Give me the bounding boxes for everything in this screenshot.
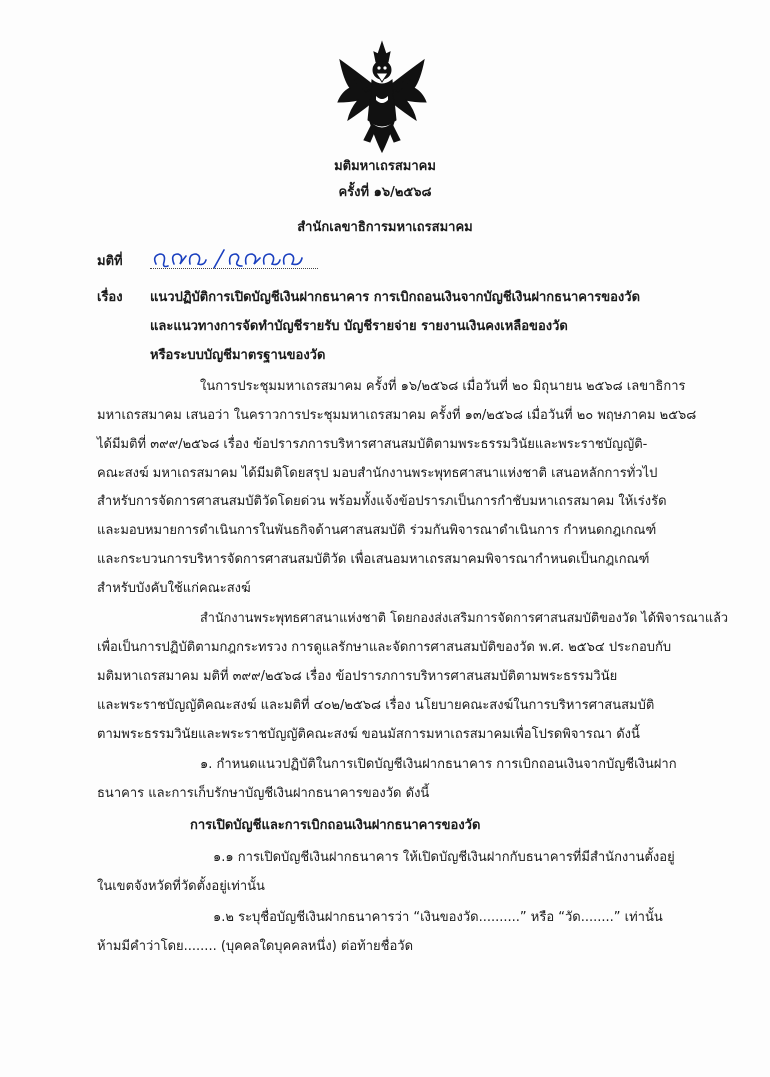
subject-line-3: หรือระบบบัญชีมาตรฐานของวัด <box>150 348 326 363</box>
office-title: สำนักเลขาธิการมหาเถรสมาคม <box>297 220 473 235</box>
item1-line: ๑. กำหนดแนวปฏิบัติในการเปิดบัญชีเงินฝากธนาคาร การเบิกถอนเงินจากบัญชีเงินฝาก <box>200 757 677 772</box>
subject-label: เรื่อง <box>97 290 123 305</box>
para1-line: สำหรับการจัดการศาสนสมบัติวัดโดยด่วน พร้อมทั้งแจ้งข้อปรารภเป็นการกำชับมหาเถรสมาคม ให้เร่งรัด <box>97 494 667 509</box>
item1-line: ธนาคาร และการเก็บรักษาบัญชีเงินฝากธนาคารของวัด ดังนี้ <box>97 786 430 801</box>
item1-2-line: ๑.๒ ระบุชื่อบัญชีเงินฝากธนาคารว่า “เงินของวัด..........” หรือ “วัด........” เท่านั้น <box>213 910 663 925</box>
session-title: ครั้งที่ ๑๖/๒๕๖๘ <box>338 185 432 200</box>
para1-line: ในการประชุมมหาเถรสมาคม ครั้งที่ ๑๖/๒๕๖๘ เมื่อวันที่ ๒๐ มิถุนายน ๒๕๖๘ เลขาธิการ <box>200 379 686 394</box>
para1-line: คณะสงฆ์ มหาเถรสมาคม ได้มีมติโดยสรุป มอบสำนักงานพระพุทธศาสนาแห่งชาติ เสนอหลักการทั่วไป <box>97 466 658 481</box>
resolution-underline <box>150 268 318 269</box>
subject-line-1: แนวปฏิบัติการเปิดบัญชีเงินฝากธนาคาร การเบิกถอนเงินจากบัญชีเงินฝากธนาคารของวัด <box>150 290 641 305</box>
para2-line: มติมหาเถรสมาคม มติที่ ๓๙๙/๒๕๖๘ เรื่อง ข้อปรารภการบริหารศาสนสมบัติตามพระธรรมวินัย <box>97 669 618 684</box>
para1-line: สำหรับบังคับใช้แก่คณะสงฆ์ <box>97 581 251 596</box>
para1-line: และกระบวนการบริหารจัดการศาสนสมบัติวัด เพื่อเสนอมหาเถรสมาคมพิจารณากำหนดเป็นกฎเกณฑ์ <box>97 552 650 567</box>
resolution-label: มติที่ <box>97 254 123 269</box>
para1-line: มหาเถรสมาคม เสนอว่า ในคราวการประชุมมหาเถรสมาคม ครั้งที่ ๑๓/๒๕๖๘ เมื่อวันที่ ๒๐ พฤษภาคม ๒๕๖๘ <box>97 408 697 423</box>
para2-line: และพระราชบัญญัติคณะสงฆ์ และมติที่ ๔๐๒/๒๕๖๘ เรื่อง นโยบายคณะสงฆ์ในการบริหารศาสนสมบัติ <box>97 698 655 713</box>
para1-line: ได้มีมติที่ ๓๙๙/๒๕๖๘ เรื่อง ข้อปรารภการบริหารศาสนสมบัติตามพระธรรมวินัยและพระราชบัญญัติ- <box>97 437 648 452</box>
org-title: มติมหาเถรสมาคม <box>334 159 436 174</box>
para1-line: และมอบหมายการดำเนินการในพันธกิจด้านศาสนสมบัติ ร่วมกันพิจารณาดำเนินการ กำหนดกฎเกณฑ์ <box>97 523 657 538</box>
para2-line: สำนักงานพระพุทธศาสนาแห่งชาติ โดยกองส่งเสริมการจัดการศาสนสมบัติของวัด ได้พิจารณาแล้ว <box>200 611 729 626</box>
para2-line: เพื่อเป็นการปฏิบัติตามกฎกระทรวง การดูแลรักษาและจัดการศาสนสมบัติของวัด พ.ศ. ๒๕๖๔ ประกอบกับ <box>97 640 672 655</box>
item1-1-line: ในเขตจังหวัดที่วัดตั้งอยู่เท่านั้น <box>97 879 265 894</box>
subject-line-2: และแนวทางการจัดทำบัญชีรายรับ บัญชีรายจ่าย รายงานเงินคงเหลือของวัด <box>150 319 568 334</box>
para2-line: ตามพระธรรมวินัยและพระราชบัญญัติคณะสงฆ์ ขอนมัสการมหาเถรสมาคมเพื่อโปรดพิจารณา ดังนี้ <box>97 727 640 742</box>
item1-1-line: ๑.๑ การเปิดบัญชีเงินฝากธนาคาร ให้เปิดบัญชีเงินฝากกับธนาคารที่มีสำนักงานตั้งอยู่ <box>213 850 675 865</box>
garuda-emblem-icon <box>336 40 428 154</box>
item1-2-line: ห้ามมีคำว่าโดย........ (บุคคลใดบุคคลหนึ่ง) ต่อท้ายชื่อวัด <box>97 939 414 954</box>
section-heading: การเปิดบัญชีและการเบิกถอนเงินฝากธนาคารของวัด <box>190 818 481 833</box>
